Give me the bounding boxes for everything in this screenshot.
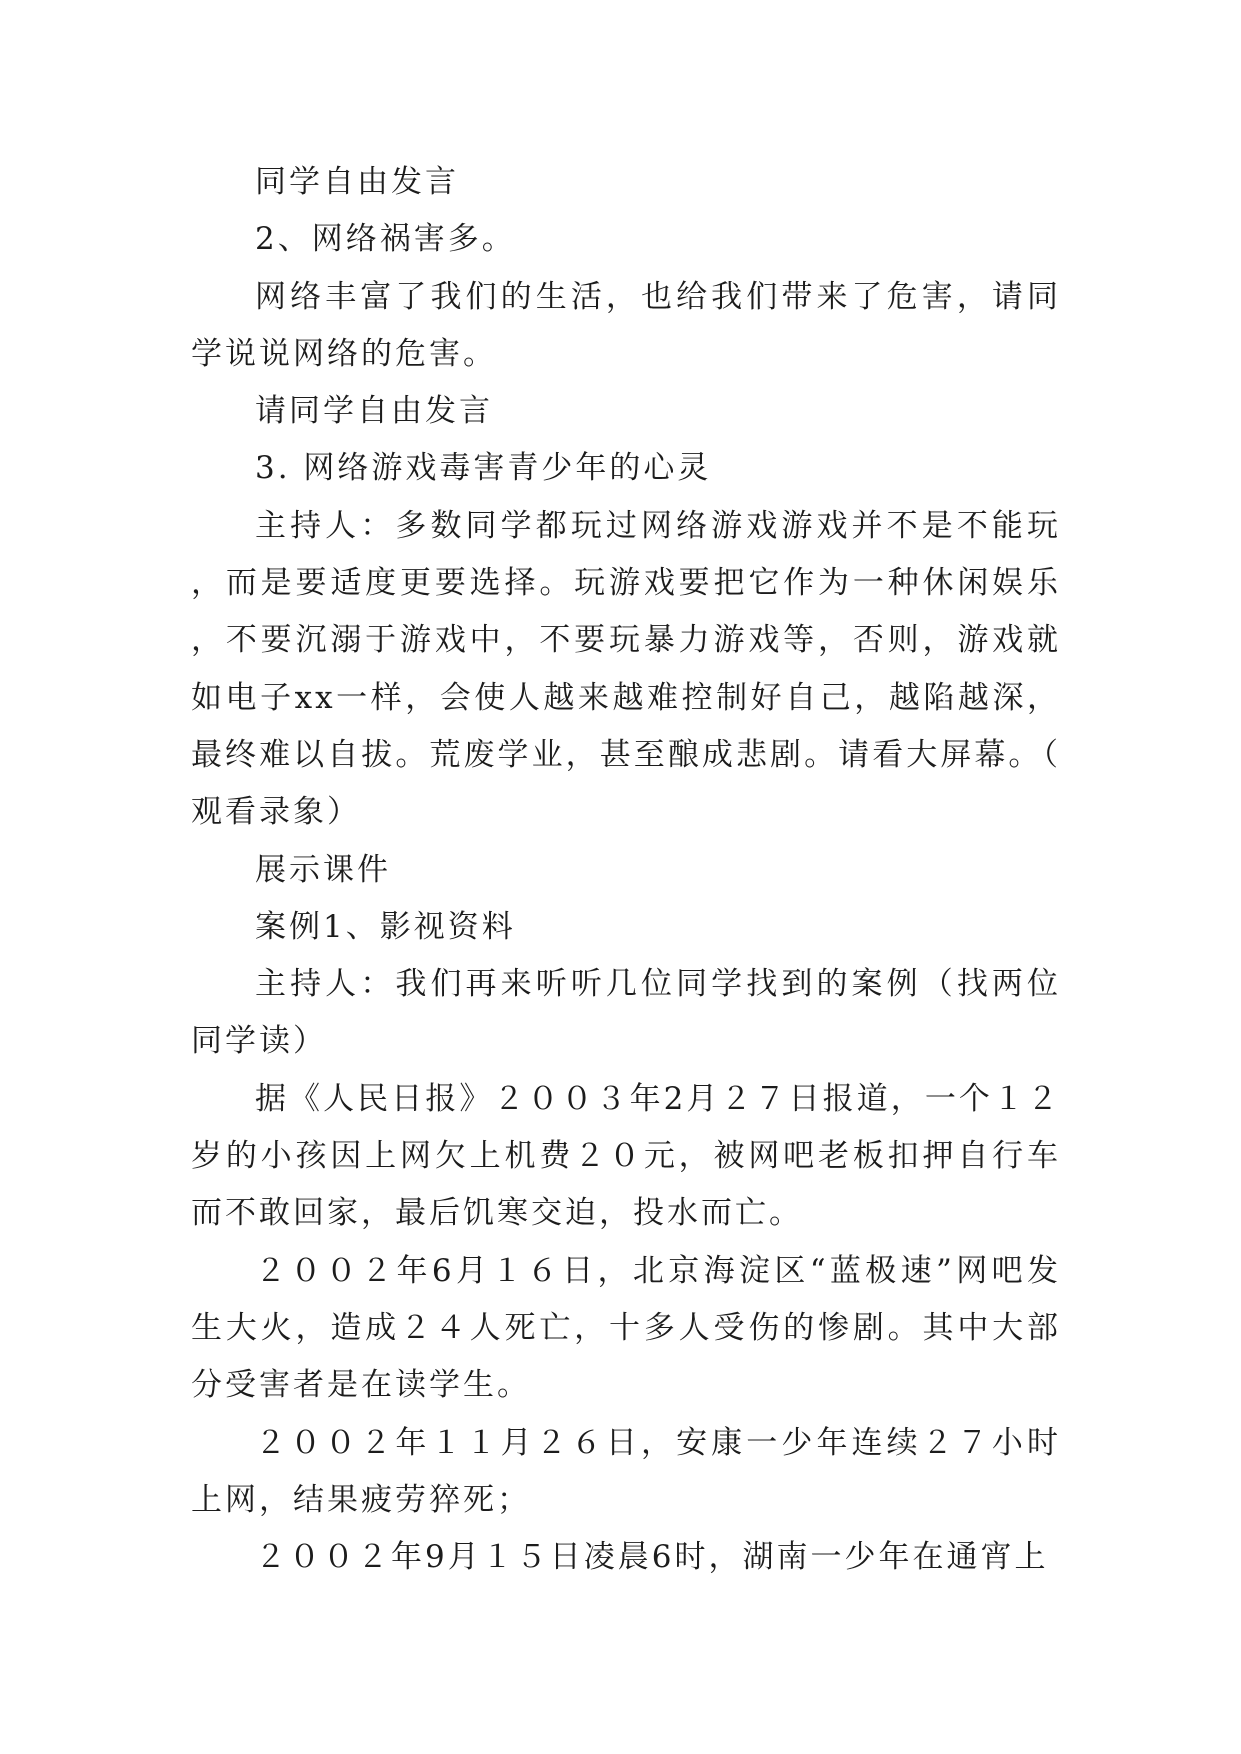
heading-network-harms: 2、网络祸害多。 — [255, 221, 516, 258]
paragraph-case-beijing-fire: ２００２年6月１６日，北京海淀区“蓝极速”网吧发生大火，造成２４人死亡，十多人受伤的惨剧。其中大部分受害者是在读学生。 — [191, 1252, 1061, 1404]
paragraph-free-speech-2: 请同学自由发言 — [255, 393, 493, 430]
paragraph-free-speech-1: 同学自由发言 — [255, 164, 459, 200]
paragraph-host-cases: 主持人：我们再来听听几位同学找到的案例（找两位同学读） — [191, 966, 1061, 1060]
paragraph-case-ankang: ２００２年１１月２６日，安康一少年连续２７小时上网，结果疲劳猝死； — [191, 1424, 1061, 1518]
paragraph-network-harms-intro: 网络丰富了我们的生活，也给我们带来了危害，请同学说说网络的危害。 — [191, 278, 1061, 372]
paragraph-show-courseware: 展示课件 — [255, 851, 391, 888]
document-body — [191, 154, 1061, 1586]
paragraph-host-online-games: 主持人：多数同学都玩过网络游戏游戏并不是不能玩，而是要适度更要选择。玩游戏要把它作为一种休闲娱乐，不要沉溺于游戏中，不要玩暴力游戏等，否则，游戏就如电子xx一样，会使人越来越难控制好自己，越陷越深，最终难以自拔。荒废学业，甚至酿成悲剧。请看大屏幕。（观看录象） — [191, 507, 1061, 831]
heading-online-games: 3. 网络游戏毒害青少年的心灵 — [255, 450, 712, 487]
paragraph-case-1: 案例1、影视资料 — [255, 908, 516, 945]
paragraph-case-peoples-daily: 据《人民日报》２００３年2月２７日报道，一个１２岁的小孩因上网欠上机费２０元，被网吧老板扣押自行车而不敢回家，最后饥寒交迫，投水而亡。 — [191, 1080, 1061, 1232]
paragraph-case-hunan: ２００２年9月１５日凌晨6时，湖南一少年在通宵上 — [255, 1539, 1049, 1576]
